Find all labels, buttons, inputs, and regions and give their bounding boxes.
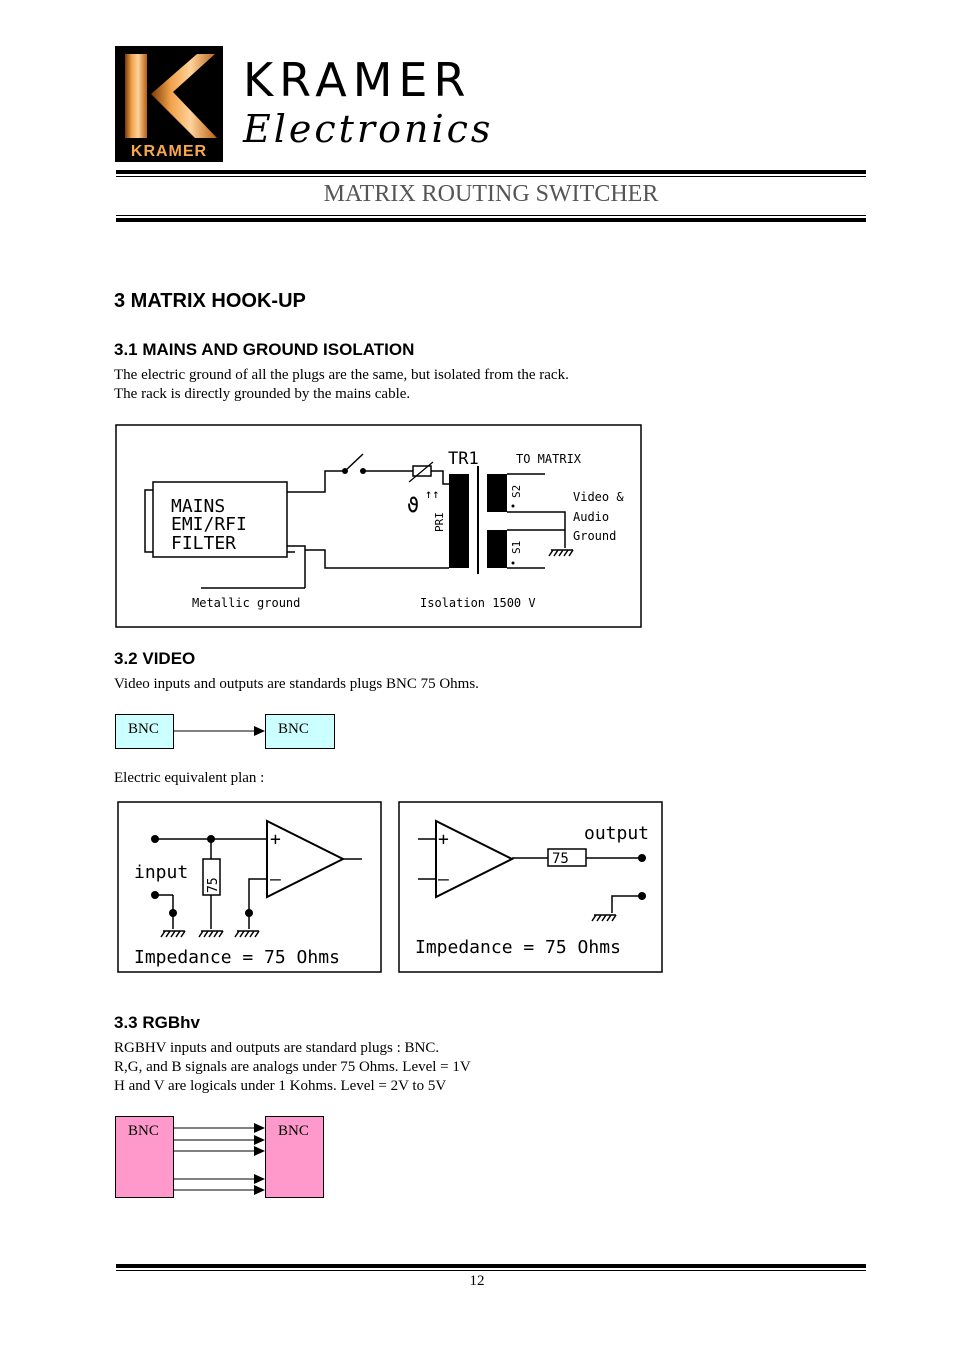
pri-label: PRI [433,512,446,532]
svg-text:–: – [438,869,449,890]
filter-label-1: MAINS [171,496,226,517]
mains-text-line2: The rack is directly grounded by the mains cable. [114,386,411,402]
header-rule-bottom-thin [116,215,866,216]
output-label: output [584,823,650,844]
rgbhv-heading: 3.3 RGBhv [114,1013,200,1032]
ground-label-2: Audio [573,510,610,524]
s1-label: S1 [510,540,523,554]
output-resistor-label: 75 [552,851,569,867]
svg-text:+: + [438,829,449,850]
rgbhv-bnc-input: BNC [115,1116,174,1198]
s2-label: S2 [510,484,523,498]
primary-winding [449,474,469,568]
footer-rule-thin [116,1270,866,1271]
rgbhv-bnc-output: BNC [265,1116,324,1198]
page-number: 12 [469,1273,485,1289]
mains-text-line1: The electric ground of all the plugs are the same, but isolated from the rack. [114,367,569,383]
brand-subtitle: Electronics [243,107,494,151]
transformer-label: TR1 [448,449,479,469]
rgbhv-signal-arrows [174,1120,266,1196]
to-matrix-label: TO MATRIX [516,452,582,466]
filter-label-3: FILTER [171,533,237,554]
video-bnc-input: BNC [115,714,174,749]
output-impedance-label: Impedance = 75 Ohms [415,937,621,958]
input-equivalent-diagram [117,801,382,973]
rgbhv-text-line3: H and V are logicals under 1 Kohms. Level = 2V to 5V [114,1078,447,1094]
section-title: 3 MATRIX HOOK-UP [114,290,306,312]
footer-rule [116,1264,866,1268]
isolation-label: Isolation 1500 V [420,596,536,610]
input-label: input [134,862,189,883]
header-rule-bottom [116,218,866,222]
svg-text:↑↑: ↑↑ [425,487,440,501]
logo-wordmark: KRAMER [130,143,208,160]
filter-label-2: EMI/RFI [171,514,247,535]
document-title: MATRIX ROUTING SWITCHER [323,181,659,207]
video-signal-arrow [174,724,266,738]
video-heading: 3.2 VIDEO [114,649,196,668]
output-equivalent-diagram [398,801,663,973]
secondary-winding-s2 [487,474,507,512]
input-impedance-label: Impedance = 75 Ohms [134,947,340,968]
video-bnc-output: BNC [265,714,335,749]
plan-label: Electric equivalent plan : [114,770,265,786]
ground-label-1: Video & [573,490,624,504]
svg-text:+: + [270,829,281,850]
video-text-line1: Video inputs and outputs are standards plugs BNC 75 Ohms. [114,676,479,692]
mains-heading: 3.1 MAINS AND GROUND ISOLATION [114,340,415,359]
svg-text:ϑ: ϑ [407,493,420,517]
secondary-winding-s1 [487,530,507,568]
ground-label-3: Ground [573,529,617,543]
rgbhv-text-line1: RGBHV inputs and outputs are standard plugs : BNC. [114,1040,440,1056]
input-resistor-label: 75 [206,877,221,893]
kramer-logo [115,46,223,162]
rgbhv-text-line2: R,G, and B signals are analogs under 75 Ohms. Level = 1V [114,1059,471,1075]
header-rule-top [116,170,866,174]
metallic-ground-label: Metallic ground [192,596,301,610]
header-rule-top-thin [116,176,866,177]
brand-title: KRAMER [243,53,472,107]
mains-isolation-diagram [115,424,642,628]
svg-text:–: – [270,869,281,890]
